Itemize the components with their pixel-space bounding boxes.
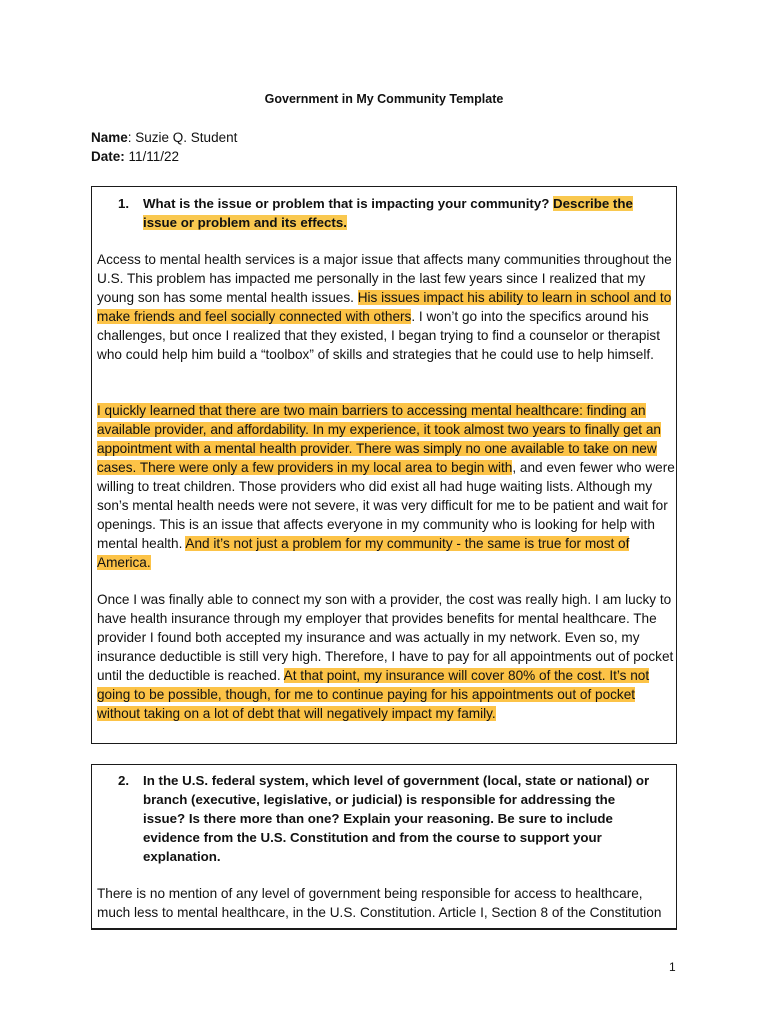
date-label: Date: <box>91 149 125 164</box>
answer-1-paragraph-1 <box>97 250 675 364</box>
question-2-box <box>91 764 677 930</box>
student-name-line <box>91 130 237 145</box>
question-1-box <box>91 186 677 744</box>
question-2-number: 2. <box>118 773 130 788</box>
answer-1-paragraph-2 <box>97 401 675 572</box>
question-2 <box>118 771 658 866</box>
highlighted-text: I quickly learned that there are two main barriers to accessing mental healthcare: finding an available provider, and affordability. In my experience, it took almost two years to finally get an appointment with a mental health provider. There was simply no one available to take on new cases. There were only a few providers in my local area to begin with <box>97 403 661 475</box>
student-name: : Suzie Q. Student <box>127 130 238 145</box>
question-2-text: In the U.S. federal system, which level of government (local, state or national) or branch (executive, legislative, or judicial) is responsible for addressing the issue? Is there more than one? Explain your reasoning. Be sure to include evidence from the U.S. Constitution and from the course to support your explanation. <box>143 773 650 864</box>
text-run: Once I was finally able to connect my son with a provider, the cost was really high. I am lucky to have health insurance through my employer that provides benefits for mental healthcare. The provider I found both accepted my insurance and was actually in my network. Even so, my insurance deductible is still very high. Therefore, I have to pay for all appointments out of pocket until the deductible is reached. <box>97 592 674 683</box>
answer-1-paragraph-3 <box>97 590 675 723</box>
document-title: Government in My Community Template <box>264 92 504 106</box>
text-run: , and even fewer who were willing to treat children. Those providers who did exist all had huge waiting lists. Although my son’s mental health needs were not severe, it was very difficult for me to be patient and wait for openings. This is an issue that affects everyone in my community who is looking for help with mental health. <box>97 460 675 551</box>
question-1-highlight: Describe the issue or problem and its effects. <box>143 196 633 230</box>
answer-2-paragraph-1: There is no mention of any level of government being responsible for access to healthcare, much less to mental healthcare, in the U.S. Constitution. Article I, Section 8 of the Constitution <box>97 886 662 920</box>
highlighted-text: His issues impact his ability to learn in school and to make friends and feel socially connected with others <box>97 290 672 324</box>
highlighted-text: And it’s not just a problem for my community - the same is true for most of America. <box>97 536 630 570</box>
question-1-text <box>143 194 658 232</box>
name-label: Name <box>91 130 128 145</box>
text-run: . I won’t go into the specifics around his challenges, but once I realized that they existed, I began trying to find a counselor or therapist who could help him build a “toolbox” of skills and strategies that he could use to help himself. <box>97 309 660 362</box>
date-value: 11/11/22 <box>124 149 180 164</box>
question-1-prompt: What is the issue or problem that is impacting your community? <box>143 196 554 211</box>
question-1-number: 1. <box>118 196 130 211</box>
text-run: Access to mental health services is a major issue that affects many communities throughout the U.S. This problem has impacted me personally in the last few years since I realized that my young son has some mental health issues. <box>97 252 672 305</box>
date-line <box>91 149 179 164</box>
question-1 <box>118 194 658 232</box>
page-number: 1 <box>669 960 676 974</box>
highlighted-text: At that point, my insurance will cover 80% of the cost. It’s not going to be possible, though, for me to continue paying for his appointments out of pocket without taking on a lot of debt that will negatively impact my family. <box>97 668 650 721</box>
